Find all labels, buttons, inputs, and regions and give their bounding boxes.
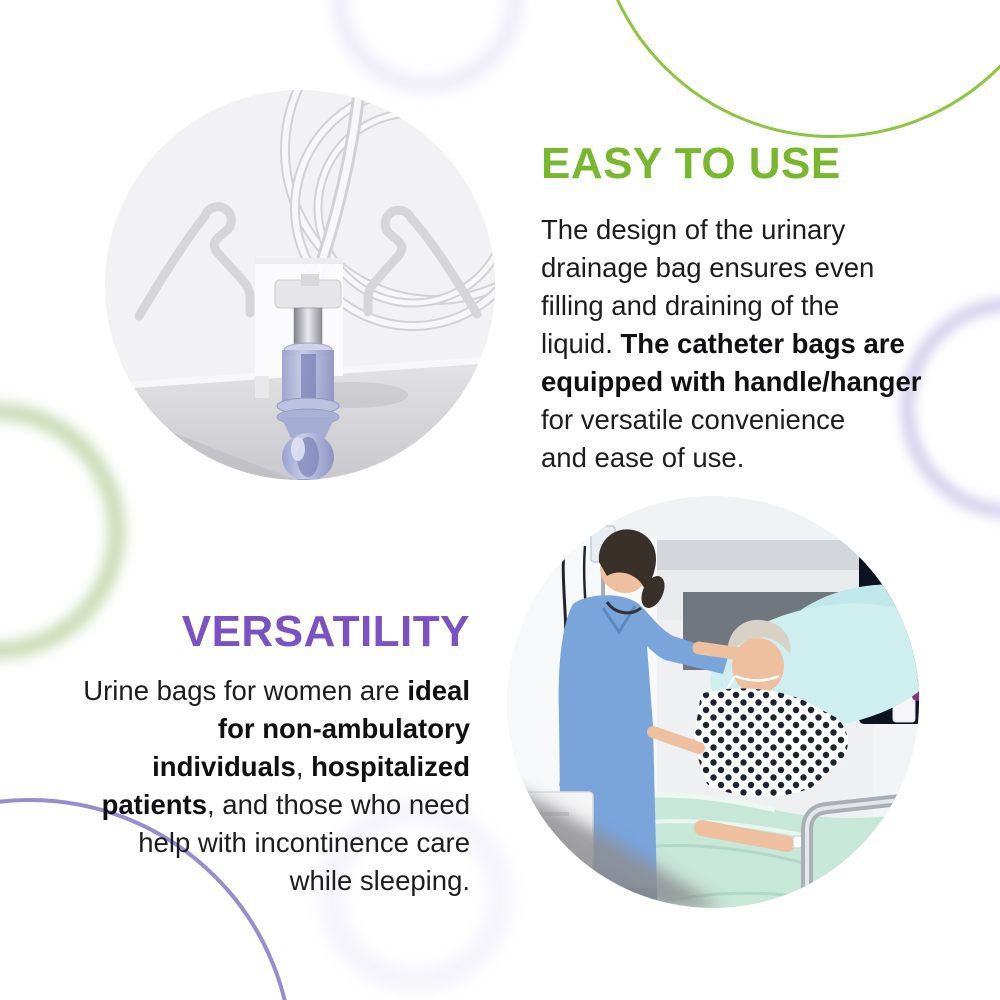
hanger-photo-illustration <box>105 90 495 480</box>
easy-to-use-section <box>541 140 1000 477</box>
versatility-body: Urine bags for women are ideal for non-ambulatory individuals, hospitalized patients, and those who need help with incontinence care while sleeping. <box>83 675 470 897</box>
easy-to-use-body: The design of the urinary drainage bag ensures even filling and draining of the liquid. The catheter bags are equipped with handle/hanger for versatile convenience and ease of use. <box>541 214 922 474</box>
hanger-photo-circle <box>105 90 495 480</box>
decor-green-circle-top-right <box>594 0 1000 138</box>
versatility-heading: VERSATILITY <box>181 607 470 656</box>
versatility-section <box>10 608 470 900</box>
decor-lavender-blur-ring-top <box>333 0 521 91</box>
hospital-photo-illustration <box>507 496 919 908</box>
easy-to-use-heading: EASY TO USE <box>541 139 841 188</box>
hospital-photo-circle <box>507 496 919 908</box>
